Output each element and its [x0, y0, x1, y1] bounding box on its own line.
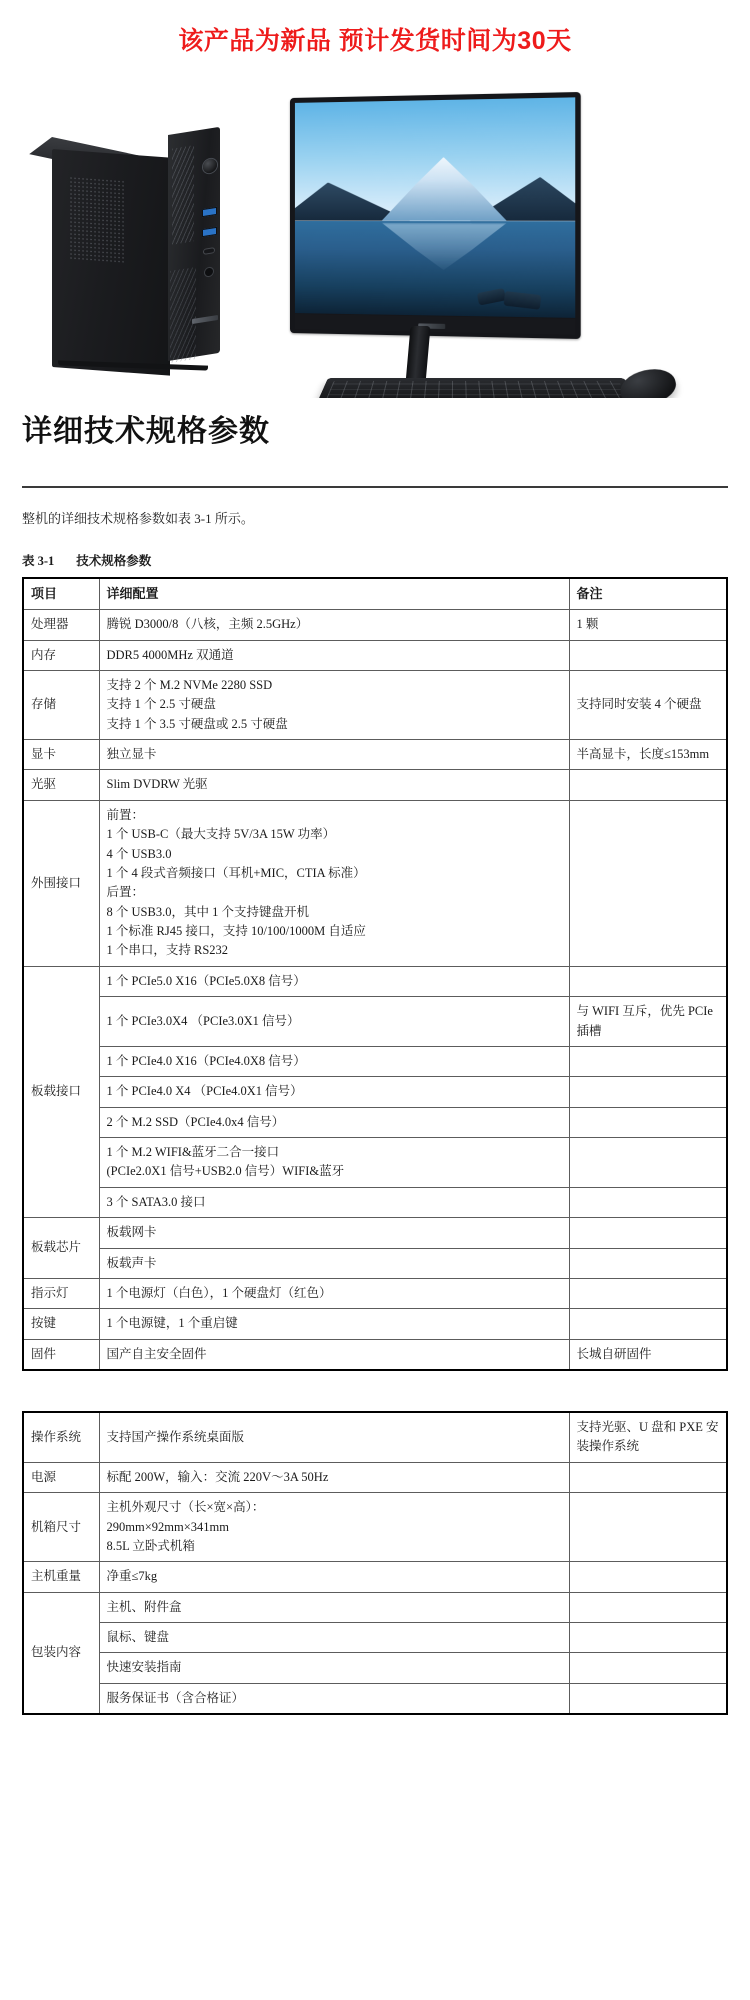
note-cell: 长城自研固件 — [569, 1339, 727, 1370]
table-caption-label: 技术规格参数 — [76, 554, 152, 568]
table-header-row — [23, 578, 727, 610]
detail-line: 国产自主安全固件 — [106, 1346, 207, 1361]
item-cell: 包装内容 — [23, 1592, 99, 1714]
product-hero-stage — [0, 78, 750, 398]
detail-line: 8.5L 立卧式机箱 — [106, 1538, 195, 1553]
note-cell — [569, 1683, 727, 1714]
detail-line: 主机、附件盒 — [106, 1599, 182, 1614]
detail-cell — [99, 640, 569, 670]
detail-line: 1 个标准 RJ45 接口，支持 10/100/1000M 自适应 — [106, 924, 366, 939]
detail-cell — [99, 1653, 569, 1683]
intro-paragraph: 整机的详细技术规格参数如表 3-1 所示。 — [22, 511, 254, 526]
table-row — [23, 1339, 727, 1370]
note-cell: 1 颗 — [569, 610, 727, 640]
keyboard-keys — [325, 381, 630, 398]
table-row — [23, 740, 727, 770]
note-cell — [569, 1278, 727, 1308]
wallpaper-rock — [477, 288, 507, 305]
note-cell — [569, 1562, 727, 1592]
detail-line: 1 个电源键，1 个重启键 — [106, 1316, 238, 1331]
table-row — [23, 610, 727, 640]
note-cell — [569, 1107, 727, 1137]
table-row — [23, 997, 727, 1047]
detail-cell — [99, 1462, 569, 1492]
detail-line: 290mm×92mm×341mm — [106, 1519, 229, 1534]
item-cell: 处理器 — [23, 610, 99, 640]
table-row — [23, 640, 727, 670]
detail-cell — [99, 770, 569, 800]
detail-line: 主机外观尺寸（长×宽×高）： — [106, 1500, 265, 1515]
monitor-screen-wallpaper — [295, 97, 575, 318]
product-hero-image — [0, 78, 750, 398]
detail-cell — [99, 1683, 569, 1714]
detail-cell — [99, 1562, 569, 1592]
detail-cell — [99, 740, 569, 770]
detail-cell — [99, 1339, 569, 1370]
table-row — [23, 770, 727, 800]
item-cell: 板载芯片 — [23, 1218, 99, 1279]
detail-line: 服务保证书（含合格证） — [106, 1690, 245, 1705]
spec-table-primary — [22, 577, 728, 1371]
detail-cell — [99, 1218, 569, 1248]
detail-line: 支持国产操作系统桌面版 — [106, 1429, 245, 1444]
table-row — [23, 1412, 727, 1462]
detail-cell — [99, 1107, 569, 1137]
note-cell — [569, 1493, 727, 1562]
detail-cell — [99, 1412, 569, 1462]
detail-line: 腾锐 D3000/8（八核，主频 2.5GHz） — [106, 617, 309, 632]
table-caption-number: 表 3-1 — [22, 554, 55, 568]
table-row — [23, 1462, 727, 1492]
monitor-bezel — [290, 92, 581, 339]
item-cell: 机箱尺寸 — [23, 1493, 99, 1562]
table-row — [23, 1592, 727, 1622]
note-cell — [569, 1462, 727, 1492]
item-cell: 操作系统 — [23, 1412, 99, 1462]
detail-line: Slim DVDRW 光驱 — [106, 777, 208, 792]
wallpaper-rock — [503, 291, 541, 310]
note-cell — [569, 1218, 727, 1248]
detail-line: 2 个 M.2 SSD（PCIe4.0x4 信号） — [106, 1114, 285, 1129]
item-cell: 指示灯 — [23, 1278, 99, 1308]
tower-vent-holes — [70, 177, 126, 263]
table-row — [23, 1248, 727, 1278]
detail-cell — [99, 1077, 569, 1107]
detail-line: 3 个 SATA3.0 接口 — [106, 1194, 206, 1209]
detail-cell — [99, 966, 569, 996]
detail-line: 净重≤7kg — [106, 1569, 158, 1584]
note-cell — [569, 1138, 727, 1188]
detail-cell — [99, 1046, 569, 1076]
column-header-note: 备注 — [569, 578, 727, 610]
note-cell — [569, 1653, 727, 1683]
item-cell: 存储 — [23, 670, 99, 739]
note-cell — [569, 640, 727, 670]
detail-line: 1 个 PCIe5.0 X16（PCIe5.0X8 信号） — [106, 973, 306, 988]
note-cell: 支持同时安装 4 个硬盘 — [569, 670, 727, 739]
item-cell: 光驱 — [23, 770, 99, 800]
promo-banner-text: 该产品为新品 预计发货时间为30天 — [178, 27, 572, 55]
column-header-item: 项目 — [23, 578, 99, 610]
table-row — [23, 1077, 727, 1107]
note-cell — [569, 1309, 727, 1339]
table-row — [23, 1278, 727, 1308]
detail-cell — [99, 1309, 569, 1339]
note-cell: 支持光驱、U 盘和 PXE 安装操作系统 — [569, 1412, 727, 1462]
table-caption — [0, 527, 750, 577]
table-row — [23, 1309, 727, 1339]
detail-cell — [99, 1248, 569, 1278]
detail-cell — [99, 1187, 569, 1217]
detail-cell — [99, 1493, 569, 1562]
detail-cell — [99, 610, 569, 640]
monitor-stand-neck — [405, 326, 430, 384]
note-cell — [569, 1623, 727, 1653]
detail-line: 4 个 USB3.0 — [106, 846, 172, 861]
table-row — [23, 1623, 727, 1653]
tower-grille-lower — [170, 267, 196, 363]
page-title: 详细技术规格参数 — [22, 415, 270, 448]
detail-line: 后置： — [106, 885, 145, 900]
note-cell: 半高显卡，长度≤153mm — [569, 740, 727, 770]
item-cell: 主机重量 — [23, 1562, 99, 1592]
table-row — [23, 1493, 727, 1562]
spec-table-secondary — [22, 1411, 728, 1715]
note-cell — [569, 1187, 727, 1217]
column-header-detail: 详细配置 — [99, 578, 569, 610]
detail-line: (PCIe2.0X1 信号+USB2.0 信号）WIFI&蓝牙 — [106, 1164, 345, 1179]
note-cell — [569, 1046, 727, 1076]
detail-line: 1 个电源灯（白色），1 个硬盘灯（红色） — [106, 1285, 332, 1300]
detail-line: 板载声卡 — [106, 1255, 157, 1270]
table-row — [23, 1683, 727, 1714]
detail-line: 1 个 PCIe4.0 X16（PCIe4.0X8 信号） — [106, 1053, 306, 1068]
note-cell — [569, 770, 727, 800]
table-row — [23, 1107, 727, 1137]
detail-line: 1 个 M.2 WIFI&蓝牙二合一接口 — [106, 1145, 280, 1160]
spec-table-secondary-body — [23, 1412, 727, 1714]
note-cell — [569, 1077, 727, 1107]
detail-cell — [99, 1592, 569, 1622]
detail-line: 1 个 USB-C（最大支持 5V/3A 15W 功率） — [106, 827, 336, 842]
detail-line: 独立显卡 — [106, 747, 157, 762]
promo-banner — [0, 0, 750, 78]
detail-cell — [99, 670, 569, 739]
table-row — [23, 1187, 727, 1217]
detail-line: 支持 2 个 M.2 NVMe 2280 SSD — [106, 677, 273, 692]
detail-line: 标配 200W，输入：交流 220V～3A 50Hz — [106, 1469, 329, 1484]
wallpaper-reflection — [382, 223, 507, 271]
detail-line: 快速安装指南 — [106, 1660, 182, 1675]
detail-line: 1 个 4 段式音频接口（耳机+MIC，CTIA 标准） — [106, 865, 366, 880]
keyboard-image — [316, 378, 640, 398]
table-row — [23, 1562, 727, 1592]
item-cell: 内存 — [23, 640, 99, 670]
item-cell: 电源 — [23, 1462, 99, 1492]
table-separator-gap — [0, 1371, 750, 1411]
detail-line: 1 个串口，支持 RS232 — [106, 943, 229, 958]
detail-line: 板载网卡 — [106, 1225, 157, 1240]
tower-grille-upper — [172, 145, 194, 244]
detail-cell — [99, 997, 569, 1047]
note-cell: 与 WIFI 互斥，优先 PCIe 插槽 — [569, 997, 727, 1047]
table-row — [23, 1138, 727, 1188]
note-cell — [569, 1248, 727, 1278]
note-cell — [569, 1592, 727, 1622]
detail-cell — [99, 1623, 569, 1653]
detail-cell — [99, 1278, 569, 1308]
detail-line: DDR5 4000MHz 双通道 — [106, 647, 234, 662]
detail-line: 前置： — [106, 807, 145, 822]
table-row — [23, 966, 727, 996]
item-cell: 固件 — [23, 1339, 99, 1370]
item-cell: 外围接口 — [23, 800, 99, 966]
detail-line: 1 个 PCIe4.0 X4 （PCIe4.0X1 信号） — [106, 1084, 303, 1099]
detail-line: 支持 1 个 2.5 寸硬盘 — [106, 697, 216, 712]
table-row — [23, 1046, 727, 1076]
table-row — [23, 1653, 727, 1683]
spec-table-primary-body — [23, 610, 727, 1370]
note-cell — [569, 966, 727, 996]
table-row — [23, 800, 727, 966]
detail-line: 支持 1 个 3.5 寸硬盘或 2.5 寸硬盘 — [106, 716, 288, 731]
monitor-image — [290, 98, 570, 333]
detail-cell — [99, 1138, 569, 1188]
mouse-image — [617, 364, 679, 398]
detail-line: 鼠标、键盘 — [106, 1630, 170, 1645]
detail-cell — [99, 800, 569, 966]
detail-line: 8 个 USB3.0，其中 1 个支持键盘开机 — [106, 904, 309, 919]
table-row — [23, 1218, 727, 1248]
item-cell: 按键 — [23, 1309, 99, 1339]
item-cell: 板载接口 — [23, 966, 99, 1217]
tower-case-image — [52, 135, 220, 367]
table-row — [23, 670, 727, 739]
note-cell — [569, 800, 727, 966]
wallpaper-lake — [295, 221, 575, 318]
detail-line: 1 个 PCIe3.0X4 （PCIe3.0X1 信号） — [106, 1013, 300, 1028]
item-cell: 显卡 — [23, 740, 99, 770]
